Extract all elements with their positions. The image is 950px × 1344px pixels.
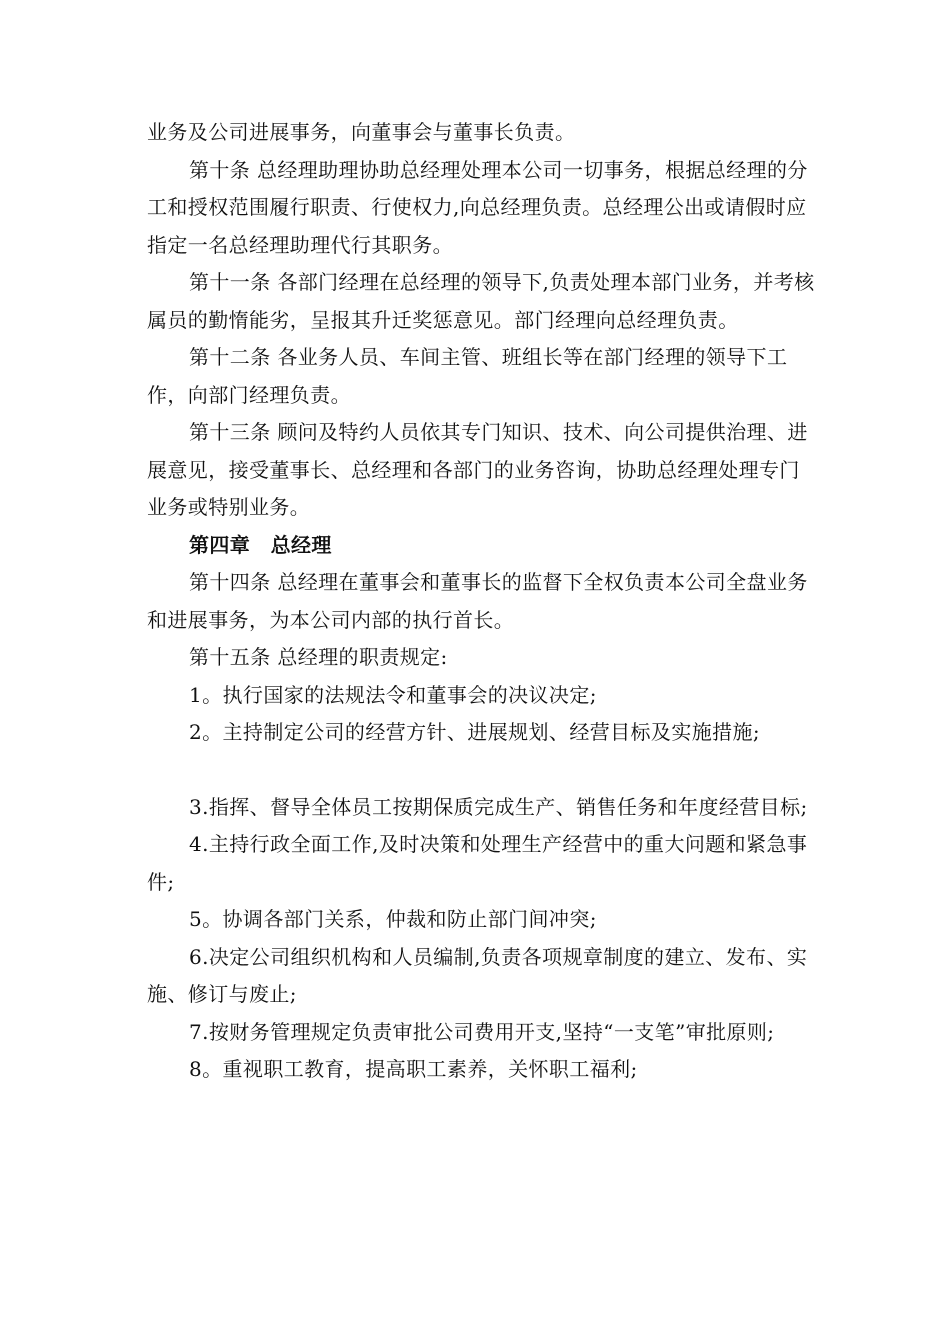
list-item-3: 3.指挥、督导全体员工按期保质完成生产、销售任务和年度经营目标; xyxy=(189,794,808,819)
paragraph-article-12: 第十二条 各业务人员、车间主管、班组长等在部门经理的领导下工作，向部门经理负责。 xyxy=(147,345,788,407)
list-item-1: 1。执行国家的法规法令和董事会的决议决定; xyxy=(189,682,597,707)
paragraph-continued: 业务及公司进展事务，向董事会与董事长负责。 xyxy=(147,120,576,144)
document-page xyxy=(147,114,817,1089)
list-item-4: 4.主持行政全面工作,及时决策和处理生产经营中的重大问题和紧急事件; xyxy=(147,832,808,894)
section-list xyxy=(147,789,817,1089)
list-item-2: 2。主持制定公司的经营方针、进展规划、经营目标及实施措施; xyxy=(189,720,761,744)
blank-line xyxy=(147,752,817,789)
paragraph-article-11: 第十一条 各部门经理在总经理的领导下,负责处理本部门业务，并考核属员的勤惰能劣，呈报其升迁奖惩意见。部门经理向总经理负责。 xyxy=(147,270,815,332)
paragraph-article-13: 第十三条 顾问及特约人员依其专门知识、技术、向公司提供治理、进展意见，接受董事长、总经理和各部门的业务咨询，协助总经理处理专门业务或特别业务。 xyxy=(147,420,808,519)
paragraph-article-14: 第十四条 总经理在董事会和董事长的监督下全权负责本公司全盘业务和进展事务，为本公司内部的执行首长。 xyxy=(147,570,808,632)
section-after xyxy=(147,564,817,752)
chapter-heading: 第四章 总经理 xyxy=(189,532,332,557)
list-item-7: 7.按财务管理规定负责审批公司费用开支,坚持“一支笔”审批原则; xyxy=(189,1019,775,1044)
list-item-6: 6.决定公司组织机构和人员编制,负责各项规章制度的建立、发布、实施、修订与废止; xyxy=(147,944,808,1006)
list-item-5: 5。协调各部门关系，仲裁和防止部门间冲突; xyxy=(189,907,597,931)
section-before xyxy=(147,114,817,527)
paragraph-article-15: 第十五条 总经理的职责规定: xyxy=(189,645,448,669)
list-item-8: 8。重视职工教育，提高职工素养，关怀职工福利; xyxy=(189,1057,638,1081)
paragraph-article-10: 第十条 总经理助理协助总经理处理本公司一切事务，根据总经理的分工和授权范围履行职责、行使权力,向总经理负责。总经理公出或请假时应指定一名总经理助理代行其职务。 xyxy=(147,157,808,257)
